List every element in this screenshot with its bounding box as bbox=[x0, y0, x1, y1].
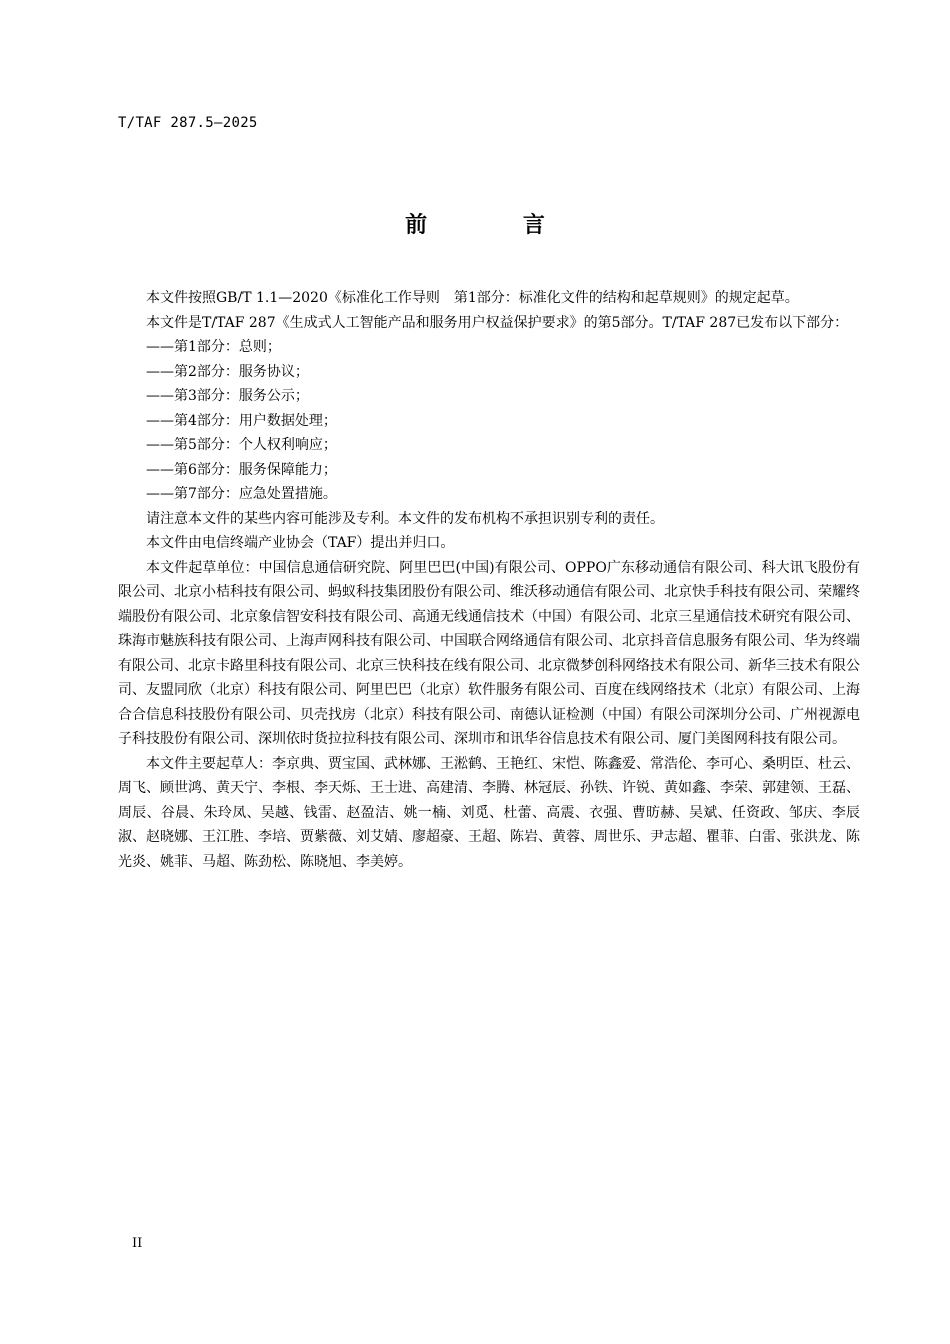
list-item-part-5: ——第5部分：个人权利响应； bbox=[146, 437, 337, 453]
paragraph-proposer: 本文件由电信终端产业协会（TAF）提出并归口。 bbox=[146, 535, 455, 551]
paragraph-series-intro: 本文件是T/TAF 287《生成式人工智能产品和服务用户权益保护要求》的第5部分。T/TAF 287已发布以下部分： bbox=[146, 314, 849, 331]
paragraph-drafting-rules: 本文件按照GB/T 1.1—2020《标准化工作导则 第1部分：标准化文件的结构和起草规则》的规定起草。 bbox=[146, 290, 799, 306]
list-item-part-3: ——第3部分：服务公示； bbox=[146, 388, 309, 404]
paragraph-drafting-units: 本文件起草单位：中国信息通信研究院、阿里巴巴(中国)有限公司、OPPO广东移动通信有限公司、科大讯飞股份有限公司、北京小桔科技有限公司、蚂蚁科技集团股份有限公司、维沃移动通信有限公司、北京快手科技有限公司、荣耀终端股份有限公司、北京象信智安科技有限公司、高通无线通信技术（中国）有限公司、北京三星通信技术研究有限公司、珠海市魅族科技有限公司、上海声网科技有限公司、中国联合网络通信有限公司、北京抖音信息服务有限公司、华为终端有限公司、北京卡路里科技有限公司、北京三快科技在线有限公司、北京微梦创科网络技术有限公司、新华三技术有限公司、友盟同欣（北京）科技有限公司、阿里巴巴（北京）软件服务有限公司、百度在线网络技术（北京）有限公司、上海合合信息科技股份有限公司、贝壳找房（北京）科技有限公司、南德认证检测（中国）有限公司深圳分公司、广州视源电子科技股份有限公司、深圳依时货拉拉科技有限公司、深圳市和讯华谷信息技术有限公司、厦门美图网科技有限公司。 bbox=[118, 559, 860, 747]
document-code: T/TAF 287.5—2025 bbox=[118, 115, 258, 131]
paragraph-drafters: 本文件主要起草人：李京典、贾宝国、武林娜、王淞鹤、王艳红、宋恺、陈鑫爱、常浩伦、李可心、桑明臣、杜云、周飞、顾世鸿、黄天宁、李根、李天烁、王士进、高建清、李腾、林冠辰、孙铁、许锐、黄如鑫、李荣、郭建领、王磊、周辰、谷晨、朱玲凤、吴越、钱雷、赵盈洁、姚一楠、刘觅、杜蕾、高震、衣强、曹昉赫、吴斌、任资政、邹庆、李辰淑、赵晓娜、王江胜、李培、贾紫薇、刘艾婧、廖超豪、王超、陈岩、黄蓉、周世乐、尹志超、瞿菲、白雷、张洪龙、陈光炎、姚菲、马超、陈劲松、陈晓旭、李美婷。 bbox=[118, 755, 860, 870]
page-title: 前 言 bbox=[405, 213, 589, 238]
list-item-part-6: ——第6部分：服务保障能力； bbox=[146, 461, 337, 478]
foreword-body bbox=[118, 286, 860, 874]
page-number: II bbox=[132, 1236, 143, 1251]
paragraph-patent-notice: 请注意本文件的某些内容可能涉及专利。本文件的发布机构不承担识别专利的责任。 bbox=[146, 510, 664, 527]
list-item-part-2: ——第2部分：服务协议； bbox=[146, 363, 309, 380]
list-item-part-4: ——第4部分：用户数据处理； bbox=[146, 412, 337, 429]
list-item-part-7: ——第7部分：应急处置措施。 bbox=[146, 486, 337, 502]
list-item-part-1: ——第1部分：总则； bbox=[146, 339, 281, 355]
